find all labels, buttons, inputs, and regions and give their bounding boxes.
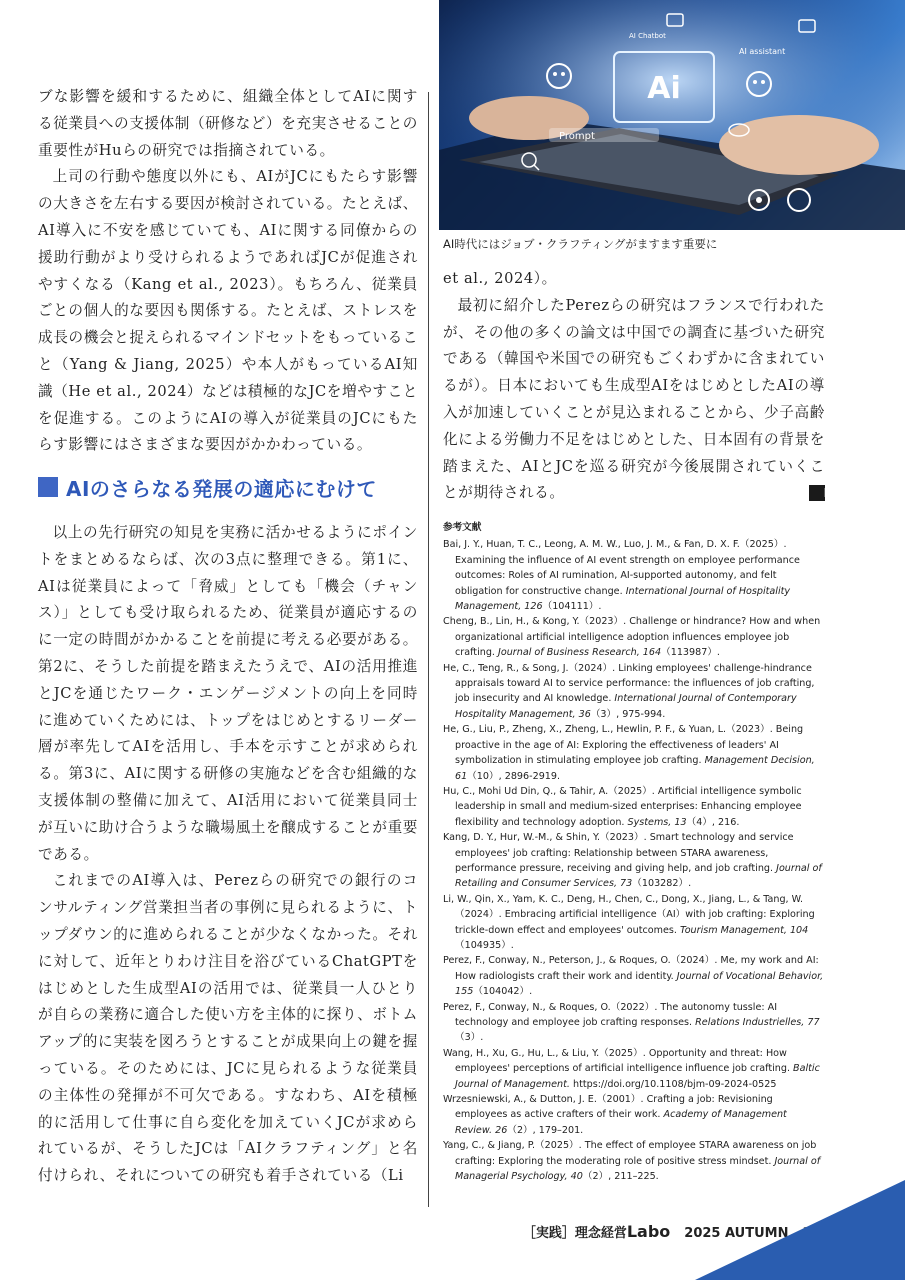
article-photo bbox=[439, 0, 905, 230]
reference-item bbox=[443, 722, 825, 784]
paragraph: ブな影響を緩和するために、組織全体としてAIに関する従業員への支援体制（研修など）を充実させることの重要性がHuらの研究では指摘されている。 bbox=[38, 88, 418, 159]
reference-item bbox=[443, 1138, 825, 1184]
paragraph: 以上の先行研究の知見を実務に活かせるようにポイントをまとめるならば、次の3点に整理できる。第1に、AIは従業員によって「脅威」としても「機会（チャンス）」としても受け取られるため、従業員が適応するのに一定の時間がかかることを前提に考える必要がある。第2に、そうした前提を踏まえたうえで、AIの活用推進とJCを通じたワーク・エンゲージメントの向上を同時に進めていくためには、トップをはじめとするリーダー層が率先してAIを活用し、手本を示すことが求められる。第3に、AIに関する研修の実施などを含む組織的な支援体制の整備に加えて、AI活用において従業員同士が互いに助け合うような職場風土を醸成することが重要である。 bbox=[38, 524, 418, 863]
reference-item bbox=[443, 953, 825, 999]
reference-volume: （4）, 216. bbox=[686, 816, 740, 828]
paragraph: et al., 2024）。 bbox=[443, 270, 557, 287]
reference-text: Wang, H., Xu, G., Hu, L., & Liu, Y.（2025）. Opportunity and threat: How employees' perceptions of artificial intelligence influence job crafting. bbox=[443, 1047, 794, 1075]
magazine-prefix: ［実践］理念経営 bbox=[522, 1226, 627, 1241]
reference-text: Bai, J. Y., Huan, T. C., Leong, A. M. W., Luo, J. M., & Fan, D. X. F.（2025）. Examining the influence of AI event strength on employee performance outcomes: Roles of AI rumination, AI-supported autonomy, and felt obligation for constructive change. bbox=[443, 539, 800, 597]
reference-volume: （2）, 211–225. bbox=[582, 1171, 659, 1183]
reference-journal: Systems, 13 bbox=[627, 816, 687, 828]
reference-journal: Management Decision, 61 bbox=[455, 755, 815, 782]
issue-label: 2025 AUTUMN bbox=[684, 1226, 789, 1241]
reference-volume: （2）, 179–201. bbox=[507, 1124, 584, 1136]
reference-journal: Tourism Management, 104 bbox=[680, 924, 809, 936]
left-column-bottom bbox=[38, 520, 418, 1190]
reference-journal: Relations Industrielles, 77 bbox=[695, 1017, 820, 1028]
reference-volume: （3）, 975-994. bbox=[590, 708, 666, 720]
chatbot-label: AI Chatbot bbox=[629, 32, 666, 40]
reference-text: Kang, D. Y., Hur, W.-M., & Shin, Y.（2023）. Smart technology and service employees' job crafting: Relationship between STARA awareness, performance pressure, receiving and giving help, and job crafting. bbox=[443, 832, 794, 874]
reference-text: Wrzesniewski, A., & Dutton, J. E.（2001）. Crafting a job: Revisioning employees as active crafters of their work. bbox=[443, 1094, 773, 1121]
reference-volume: （104935）. bbox=[455, 939, 514, 951]
reference-item bbox=[443, 661, 825, 723]
reference-journal: International Journal of Hospitality Management, 126 bbox=[455, 585, 791, 613]
reference-item bbox=[443, 892, 825, 954]
photo-caption: AI時代にはジョブ・クラフティングがますます重要に bbox=[443, 237, 718, 251]
reference-text: He, G., Liu, P., Zheng, X., Zheng, L., Hewlin, P. F., & Yuan, L.（2023）. Being proactive in the age of AI: Exploring the effectiveness of leaders' AI symbolization in stimulating employee job crafting. bbox=[443, 724, 804, 767]
assistant-label: AI assistant bbox=[739, 47, 786, 56]
prompt-label: Prompt bbox=[559, 131, 595, 142]
heading-square-icon bbox=[38, 477, 58, 497]
reference-item bbox=[443, 1000, 825, 1046]
reference-journal: Baltic Journal of Management. bbox=[455, 1063, 820, 1090]
left-column-top bbox=[38, 84, 418, 459]
reference-text: Yang, C., & Jiang, P.（2025）. The effect of employee STARA awareness on job crafting: Exploring the moderating role of positive stress mindset. bbox=[443, 1140, 817, 1167]
references bbox=[443, 520, 825, 1184]
section-heading bbox=[38, 472, 418, 502]
magazine-title bbox=[523, 1222, 670, 1241]
section-heading-text: AIのさらなる発展の適応にむけて bbox=[66, 476, 377, 501]
reference-text: Perez, F., Conway, N., & Roques, O.（2022）. The autonomy tussle: AI technology and employee job crafting responses. bbox=[443, 1001, 778, 1028]
reference-item bbox=[443, 537, 825, 614]
reference-volume: （103282）. bbox=[632, 878, 692, 890]
reference-journal: Academy of Management Review. 26 bbox=[455, 1109, 787, 1136]
right-column bbox=[443, 266, 832, 507]
reference-volume: （104111）. bbox=[542, 601, 602, 613]
reference-text: Cheng, B., Lin, H., & Kong, Y.（2023）. Challenge or hindrance? How and when organizational artificial intelligence adoption influences employee job crafting. bbox=[443, 616, 821, 659]
reference-journal: International Journal of Contemporary Hospitality Management, 36 bbox=[455, 693, 797, 720]
reference-journal: Journal of Retailing and Consumer Services, 73 bbox=[455, 862, 822, 890]
column-divider bbox=[428, 92, 429, 1207]
photo-illustration bbox=[439, 0, 905, 230]
reference-journal: Journal of Vocational Behavior, 155 bbox=[455, 970, 824, 998]
magazine-lab: Labo bbox=[626, 1222, 671, 1241]
reference-volume: （10）, 2896-2919. bbox=[467, 770, 561, 782]
paragraph bbox=[443, 293, 832, 507]
paragraph: これまでのAI導入は、Perezらの研究での銀行のコンサルティング営業担当者の事例に見られるように、トップダウン的に進められることが少なくなかった。それに対して、近年とりわけ注目を浴びているChatGPTをはじめとした生成型AIの活用では、従業員一人ひとりが自らの業務に適合した使い方を主体的に探り、ボトムアップ的に実装を図ろうとすることが成果向上の鍵を握っている。そのためには、JCに見られるような従業員の主体性の発揮が不可欠である。すなわち、AIを積極的に活用して仕事に自ら変化を加えていくJCが求められているが、そうしたJCは「AIクラフティング」と名付けられ、それについての研究も着手されている（Li bbox=[38, 872, 418, 1185]
ai-label: Ai bbox=[647, 71, 681, 106]
reference-journal: Journal of Business Research, 164 bbox=[498, 647, 662, 659]
reference-volume: https://doi.org/10.1108/bjm-09-2024-0525 bbox=[569, 1078, 777, 1090]
page-number: 33 bbox=[802, 1226, 819, 1241]
reference-item bbox=[443, 830, 825, 892]
reference-journal: Journal of Managerial Psychology, 40 bbox=[455, 1155, 821, 1183]
reference-text: Perez, F., Conway, N., Peterson, J., & Roques, O.（2024）. Me, my work and AI: How radiologists craft their work and identity. bbox=[443, 955, 819, 982]
reference-volume: （104042）. bbox=[473, 986, 533, 998]
paragraph: 上司の行動や態度以外にも、AIがJCにもたらす影響の大きさを左右する要因が検討されている。たとえば、AI導入に不安を感じていても、AIに関する同僚からの援助行動がより受けられるようであればJCが促進されやすくなる（Kang et al., 2023）。もちろん、従業員ごとの個人的な要因も関係する。たとえば、ストレスを成長の機会と捉えられるマインドセットをもっていること（Yang & Jiang, 2025）や本人がもっているAI知識（He et al., 2024）などは積極的なJCを増やすことを促進する。このようにAIの導入が従業員のJCにもたらす影響にはさまざまな要因がかかわっている。 bbox=[38, 168, 418, 454]
reference-text: Hu, C., Mohi Ud Din, Q., & Tahir, A.（2025）. Artificial intelligence symbolic leadership in small and medium-sized enterprises: Enhancing employee flexibility and technology adoption. bbox=[443, 785, 802, 828]
reference-item bbox=[443, 614, 825, 660]
reference-volume: （3）. bbox=[455, 1032, 484, 1044]
reference-volume: （113987）. bbox=[661, 647, 720, 659]
corner-decoration bbox=[695, 1180, 905, 1280]
reference-text: He, C., Teng, R., & Song, J.（2024）. Linking employees' challenge-hindrance appraisals toward AI to service performance: the influences of job crafting, job insecurity and AI knowledge. bbox=[443, 662, 815, 705]
references-title: 参考文献 bbox=[443, 522, 482, 533]
references-list bbox=[443, 537, 825, 1184]
paragraph-text: 最初に紹介したPerezらの研究はフランスで行われたが、その他の多くの論文は中国での調査に基づいた研究である（韓国や米国での研究もごくわずかに含まれているが）。日本においても生成型AIをはじめとしたAIの導入が加速していくことが見込まれることから、少子高齢化による労働力不足をはじめとした、日本固有の背景を踏まえた、AIとJCを巡る研究が今後展開されていくことが期待される。 bbox=[443, 296, 825, 502]
reference-item bbox=[443, 1046, 825, 1092]
reference-text: Li, W., Qin, X., Yam, K. C., Deng, H., Chen, C., Dong, X., Jiang, L., & Tang, W.（2024）. Embracing artificial intelligence（AI）with job crafting: Exploring trickle-down effect and employees' outcomes. bbox=[443, 893, 815, 936]
reference-item bbox=[443, 1092, 825, 1138]
end-mark-icon: L bbox=[809, 485, 825, 501]
reference-item bbox=[443, 784, 825, 830]
